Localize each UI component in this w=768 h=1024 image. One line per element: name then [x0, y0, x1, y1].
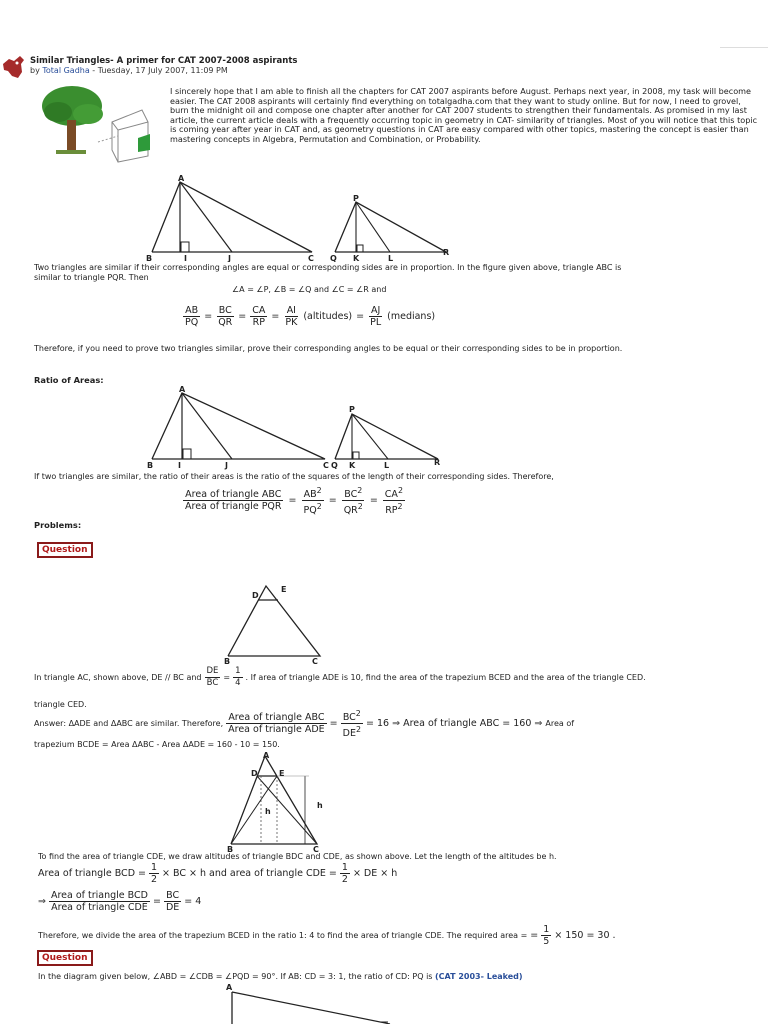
- ratio-areas-figure: [140, 384, 460, 472]
- label3-e: E: [281, 585, 287, 594]
- label2-p: P: [349, 405, 355, 414]
- ratio-formula: $\frac{AB}{PQ}$ = $\frac{BC}{QR}$ = $\frac{CA}{RP}$ = $\frac{AI}{PK}$ (altitudes) = $\frac{AJ}{PL}$ (medians): [185, 305, 436, 328]
- label-q: Q: [330, 254, 337, 262]
- post-byline: by Total Gadha - Tuesday, 17 July 2007, 11:09 PM: [30, 66, 228, 75]
- post-title[interactable]: Similar Triangles- A primer for CAT 2007-2008 aspirants: [30, 56, 298, 66]
- therefore-text: Therefore, if you need to prove two triangles similar, prove their corresponding angles to be equal or their corresponding sides to be in proportion.: [34, 344, 623, 353]
- areas-text: If two triangles are similar, the ratio of their areas is the ratio of the squares of the length of their corresponding sides. Therefore,: [34, 472, 554, 481]
- label-p: P: [353, 194, 359, 203]
- area-formula-2: ⇒ $\frac{\text{Area of triangle BCD}}{\text{Area of triangle CDE}}$ = $\frac{BC}{DE}$ = 4: [38, 890, 202, 913]
- angles-text: ∠A = ∠P, ∠B = ∠Q and ∠C = ∠R and: [232, 285, 387, 294]
- cde-text: To find the area of triangle CDE, we draw altitudes of triangle BDC and CDE, as shown above. Let the length of the altitudes be h.: [38, 852, 557, 861]
- question-2-text: In the diagram given below, ∠ABD = ∠CDB = ∠PQD = 90°. If AB: CD = 3: 1, the ratio of CD: PQ is (CAT 2003- Leaked): [38, 972, 523, 981]
- cat-reference: (CAT 2003- Leaked): [435, 972, 523, 981]
- label2-b: B: [147, 461, 154, 470]
- label-j: J: [228, 254, 231, 262]
- author-avatar-icon: [0, 50, 26, 80]
- label2-j: J: [225, 461, 228, 470]
- areas-formula: $\frac{\text{Area of triangle ABC}}{\text{Area of triangle PQR}}$ = $\frac{AB^2}{PQ^2}$ = $\frac{BC^2}{QR^2}$ = $\frac{CA^2}{RP^2}$: [185, 486, 403, 517]
- label2-l: L: [384, 461, 390, 470]
- similar-triangles-figure: [140, 172, 460, 262]
- label4-b: B: [227, 845, 234, 852]
- label-l: L: [388, 254, 394, 262]
- ratio-areas-heading: Ratio of Areas:: [34, 375, 104, 385]
- final-answer-line: Therefore, we divide the area of the trapezium BCED in the ratio 1: 4 to find the area of triangle CDE. The required area = = $\frac{1}{5}$ × 150 = 30 .: [38, 924, 616, 947]
- label4-a: A: [263, 752, 270, 760]
- question-1-text: In triangle AC, shown above, DE // BC and $\frac{DE}{BC}$ = $\frac{1}{4}$ . If area of triangle ADE is 10, find the area of the trapezium BCED and the area of the triangle CED.: [34, 666, 646, 688]
- intro-paragraph: I sincerely hope that I am able to finish all the chapters for CAT 2007 aspirants before August. Perhaps next year, in 2008, my task will become easier. The CAT 2008 aspirants will certainly find everything on totalgadha.com that they want to study online. But for now, I need to grovel, burn the midnight oil and compose one chapter after another for CAT 2007 students to strengthen their fundamentals. As promised in my last article, the current article deals with a frequently occurring topic in geometry in CAT- similarity of triangles. Most of you will notice that this topic is coming year after year in CAT and, as geometry questions in CAT are easy compared with other topics, mastering the concept is easier than mastering concepts in Algebra, Permutation and Combination, or Probability.: [170, 86, 758, 144]
- label4-e: E: [279, 769, 285, 778]
- label4-h1: h: [265, 807, 271, 816]
- area-formula-1: Area of triangle BCD = $\frac{1}{2}$ × BC × h and area of triangle CDE = $\frac{1}{2}$ × DE × h: [38, 862, 398, 885]
- label3-c: C: [312, 657, 318, 666]
- author-link[interactable]: Total Gadha: [42, 66, 90, 75]
- label2-i: I: [178, 461, 181, 470]
- label4-c: C: [313, 845, 319, 852]
- label2-q: Q: [331, 461, 338, 470]
- altitudes-figure: [225, 752, 335, 852]
- top-divider: [720, 47, 768, 48]
- label2-a: A: [179, 385, 186, 394]
- label4-h2: h: [317, 801, 323, 810]
- question-2-label: Question: [37, 950, 93, 966]
- label2-c: C: [323, 461, 329, 470]
- label-i: I: [184, 254, 187, 262]
- label2-k: K: [349, 461, 356, 470]
- label5-a: A: [226, 983, 233, 992]
- label-k: K: [353, 254, 360, 262]
- question-2-figure: [220, 982, 420, 1024]
- label-a: A: [178, 174, 185, 183]
- label-r: R: [443, 248, 450, 257]
- answer-1-trapezium: trapezium BCDE = Area ΔABC - Area ΔADE = 160 - 10 = 150.: [34, 740, 280, 749]
- label2-r: R: [434, 458, 441, 467]
- similarity-text: Two triangles are similar if their corresponding angles are equal or corresponding sides are in proportion. In the figure given above, triangle ABC is similar to triangle PQR. Then: [34, 263, 622, 282]
- answer-1-line: Answer: ΔADE and ΔABC are similar. Therefore, $\frac{\text{Area of triangle ABC}}{\text{Area of triangle ADE}}$ = $\frac{BC^2}{DE^2}$ = 16 ⇒ Area of triangle ABC = 160 ⇒ Area of: [34, 709, 575, 740]
- label-c: C: [308, 254, 314, 262]
- label4-d: D: [251, 769, 258, 778]
- question-1-label: Question: [37, 542, 93, 558]
- trapezium-figure: [220, 578, 330, 666]
- question-1-text-cont: triangle CED.: [34, 700, 87, 709]
- problems-heading: Problems:: [34, 520, 82, 530]
- label3-d: D: [252, 591, 259, 600]
- label-b: B: [146, 254, 153, 262]
- tree-illustration: [30, 84, 165, 164]
- label3-b: B: [224, 657, 231, 666]
